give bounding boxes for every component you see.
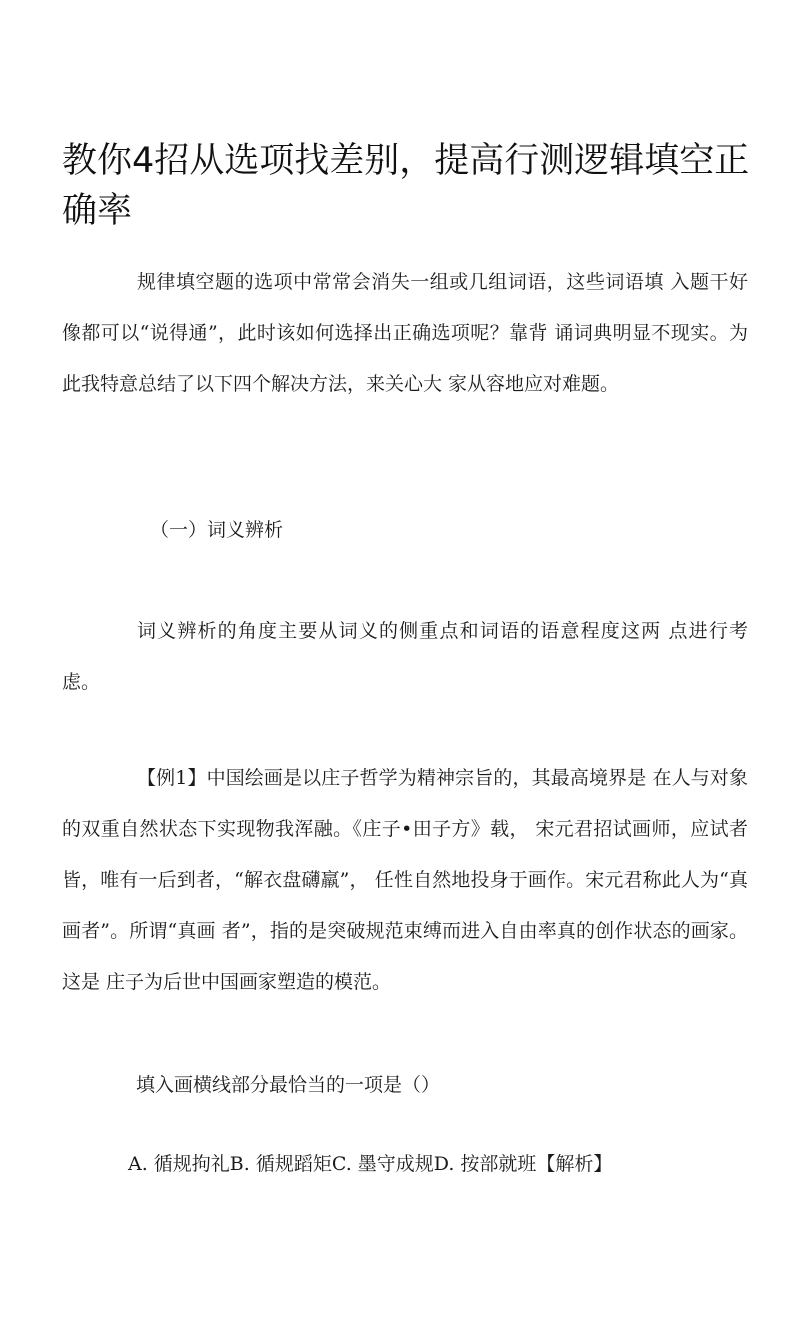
page-title: 教你4招从选项找差别，提高行测逻辑填空正确率 [62,141,750,231]
section-paragraph: 词义辨析的角度主要从词义的侧重点和词语的语意程度这两 点进行考虑。 [62,620,748,693]
intro-paragraph: 规律填空题的选项中常常会消失一组或几组词语，这些词语填 入题干好像都可以“说得通”，此时该如何选择出正确选项呢？靠背 诵词典明显不现实。为此我特意总结了以下四个解决方法，来关心大 家从容地应对难题。 [62,271,748,395]
example-paragraph: 【例1】中国绘画是以庄子哲学为精神宗旨的，其最高境界是 在人与对象的双重自然状态下实现物我浑融。《庄子•田子方》载， 宋元君招试画师，应试者皆，唯有一后到者，“解衣盘礴羸”， 任性自然地投身于画作。宋元君称此人为“真画者”。所谓“真画 者”，指的是突破规范束缚而进入自由率真的创作状态的画家。这是 庄子为后世中国画家塑造的模范。 [62,767,748,993]
question-text: 填入画横线部分最恰当的一项是（） [136,1074,441,1096]
section-heading: （一）词义辨析 [150,519,284,541]
answer-options: A. 循规拘礼B. 循规蹈矩C. 墨守成规D. 按部就班【解析】 [128,1153,613,1175]
